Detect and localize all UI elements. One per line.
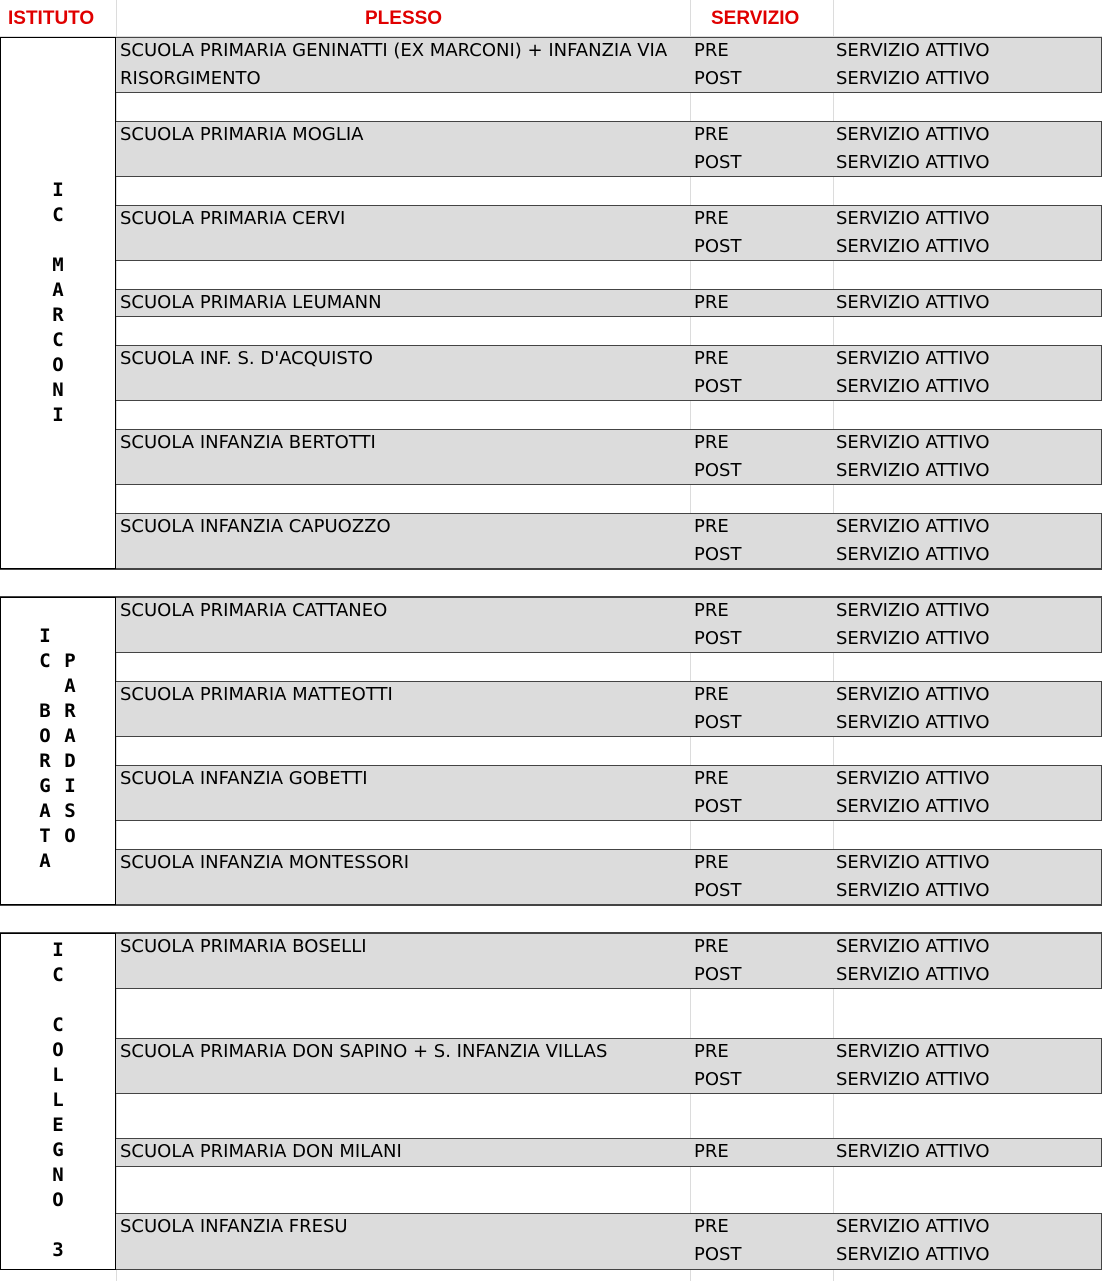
institute-letter: I [52, 179, 64, 201]
service-type: PRE [694, 292, 729, 313]
school-block [116, 1038, 1102, 1094]
service-status: SERVIZIO ATTIVO [836, 348, 990, 369]
service-type: POST [694, 712, 742, 733]
service-status: SERVIZIO ATTIVO [836, 544, 990, 565]
school-name: SCUOLA INFANZIA MONTESSORI [120, 852, 410, 873]
school-name: SCUOLA PRIMARIA MOGLIA [120, 124, 364, 145]
school-block [116, 933, 1102, 989]
separator-row [0, 569, 1102, 597]
institute-name-vertical [51, 938, 65, 1263]
school-name: SCUOLA PRIMARIA LEUMANN [120, 292, 382, 313]
service-type: POST [694, 152, 742, 173]
institute-letter: C [52, 204, 64, 226]
institute-letter: O [39, 725, 51, 747]
institute-letter: C [39, 650, 51, 672]
header-plesso: PLESSO [365, 8, 443, 29]
separator-row [0, 905, 1102, 933]
school-name: SCUOLA INFANZIA GOBETTI [120, 768, 368, 789]
service-type: POST [694, 460, 742, 481]
service-status: SERVIZIO ATTIVO [836, 712, 990, 733]
school-name: SCUOLA PRIMARIA GENINATTI (EX MARCONI) + INFANZIA VIA RISORGIMENTO [120, 40, 668, 89]
institute-letter: I [39, 625, 51, 647]
service-type: POST [694, 544, 742, 565]
institute-letter: I [64, 775, 76, 797]
service-status: SERVIZIO ATTIVO [836, 628, 990, 649]
school-name: SCUOLA INFANZIA BERTOTTI [120, 432, 376, 453]
school-name: SCUOLA PRIMARIA CATTANEO [120, 600, 388, 621]
service-status: SERVIZIO ATTIVO [836, 1216, 990, 1237]
service-type: POST [694, 964, 742, 985]
school-name: SCUOLA INFANZIA CAPUOZZO [120, 516, 391, 537]
service-type: POST [694, 376, 742, 397]
service-status: SERVIZIO ATTIVO [836, 1041, 990, 1062]
service-type: PRE [694, 208, 729, 229]
service-type: PRE [694, 936, 729, 957]
service-type: POST [694, 1069, 742, 1090]
service-status: SERVIZIO ATTIVO [836, 1141, 990, 1162]
service-type: POST [694, 628, 742, 649]
service-status: SERVIZIO ATTIVO [836, 516, 990, 537]
service-type: PRE [694, 1041, 729, 1062]
service-type: PRE [694, 852, 729, 873]
service-status: SERVIZIO ATTIVO [836, 1244, 990, 1265]
service-status: SERVIZIO ATTIVO [836, 40, 990, 61]
institute-letter: G [52, 1139, 64, 1161]
school-block [116, 1138, 1102, 1167]
service-status: SERVIZIO ATTIVO [836, 124, 990, 145]
service-status: SERVIZIO ATTIVO [836, 600, 990, 621]
school-block [116, 1213, 1102, 1270]
header-istituto: ISTITUTO [8, 8, 95, 29]
service-status: SERVIZIO ATTIVO [836, 936, 990, 957]
service-status: SERVIZIO ATTIVO [836, 684, 990, 705]
school-name: SCUOLA PRIMARIA DON MILANI [120, 1141, 402, 1162]
service-status: SERVIZIO ATTIVO [836, 236, 990, 257]
institute-letter: P [64, 650, 76, 672]
institute-name-vertical [63, 649, 77, 849]
school-name: SCUOLA PRIMARIA CERVI [120, 208, 346, 229]
school-name: SCUOLA INFANZIA FRESU [120, 1216, 348, 1237]
school-block [116, 345, 1102, 401]
institute-letter: B [39, 700, 51, 722]
institute-letter: L [52, 1089, 64, 1111]
institute-letter: A [64, 725, 76, 747]
service-status: SERVIZIO ATTIVO [836, 768, 990, 789]
service-type: PRE [694, 1141, 729, 1162]
institute-letter: S [64, 800, 76, 822]
institute-name-vertical [51, 178, 65, 428]
service-status: SERVIZIO ATTIVO [836, 964, 990, 985]
institute-letter: 3 [52, 1239, 64, 1261]
school-block [116, 681, 1102, 737]
institute-letter: C [52, 329, 64, 351]
institute-letter: G [39, 775, 51, 797]
school-block [116, 765, 1102, 821]
service-type: PRE [694, 432, 729, 453]
school-name: SCUOLA PRIMARIA DON SAPINO + S. INFANZIA VILLAS [120, 1041, 608, 1062]
service-type: PRE [694, 516, 729, 537]
school-name: SCUOLA INF. S. D'ACQUISTO [120, 348, 373, 369]
school-block [116, 429, 1102, 485]
service-status: SERVIZIO ATTIVO [836, 852, 990, 873]
header-servizio: SERVIZIO [711, 8, 800, 29]
institute-letter: M [52, 254, 64, 276]
institute-letter: R [64, 700, 76, 722]
service-type: PRE [694, 124, 729, 145]
institute-letter: A [64, 675, 76, 697]
service-type: POST [694, 796, 742, 817]
school-block [116, 37, 1102, 93]
institute-cell [0, 597, 116, 905]
school-block [116, 289, 1102, 317]
school-block [116, 849, 1102, 905]
service-type: PRE [694, 600, 729, 621]
service-type: PRE [694, 1216, 729, 1237]
school-block [116, 513, 1102, 569]
institute-letter: O [64, 825, 76, 847]
service-status: SERVIZIO ATTIVO [836, 376, 990, 397]
institute-letter: D [64, 750, 76, 772]
institute-letter: A [52, 279, 64, 301]
school-block [116, 205, 1102, 261]
service-status: SERVIZIO ATTIVO [836, 432, 990, 453]
service-type: POST [694, 68, 742, 89]
service-type: PRE [694, 348, 729, 369]
institute-letter [51, 1213, 65, 1238]
institute-letter: A [39, 850, 51, 872]
institute-letter: R [39, 750, 51, 772]
institute-letter: C [52, 1014, 64, 1036]
service-status: SERVIZIO ATTIVO [836, 460, 990, 481]
institute-letter: L [52, 1064, 64, 1086]
service-status: SERVIZIO ATTIVO [836, 292, 990, 313]
school-block [116, 121, 1102, 177]
institute-name-vertical [38, 624, 52, 874]
institute-letter: R [52, 304, 64, 326]
institute-letter: N [52, 379, 64, 401]
institute-letter: I [52, 939, 64, 961]
service-type: PRE [694, 768, 729, 789]
school-block [116, 597, 1102, 653]
institute-letter [51, 988, 65, 1013]
service-type: PRE [694, 40, 729, 61]
institute-letter [51, 228, 65, 253]
institute-letter: C [52, 964, 64, 986]
institute-letter: O [52, 354, 64, 376]
institute-letter [38, 674, 52, 699]
service-status: SERVIZIO ATTIVO [836, 1069, 990, 1090]
service-type: PRE [694, 684, 729, 705]
service-type: POST [694, 236, 742, 257]
institute-letter: I [52, 404, 64, 426]
service-status: SERVIZIO ATTIVO [836, 68, 990, 89]
school-name: SCUOLA PRIMARIA BOSELLI [120, 936, 367, 957]
service-status: SERVIZIO ATTIVO [836, 880, 990, 901]
service-status: SERVIZIO ATTIVO [836, 208, 990, 229]
service-status: SERVIZIO ATTIVO [836, 796, 990, 817]
service-type: POST [694, 880, 742, 901]
institute-letter: O [52, 1039, 64, 1061]
institute-letter: T [39, 825, 51, 847]
service-status: SERVIZIO ATTIVO [836, 152, 990, 173]
institute-letter: A [39, 800, 51, 822]
service-type: POST [694, 1244, 742, 1265]
institute-letter: E [52, 1114, 64, 1136]
institute-letter: O [52, 1189, 64, 1211]
institute-letter: N [52, 1164, 64, 1186]
school-name: SCUOLA PRIMARIA MATTEOTTI [120, 684, 393, 705]
